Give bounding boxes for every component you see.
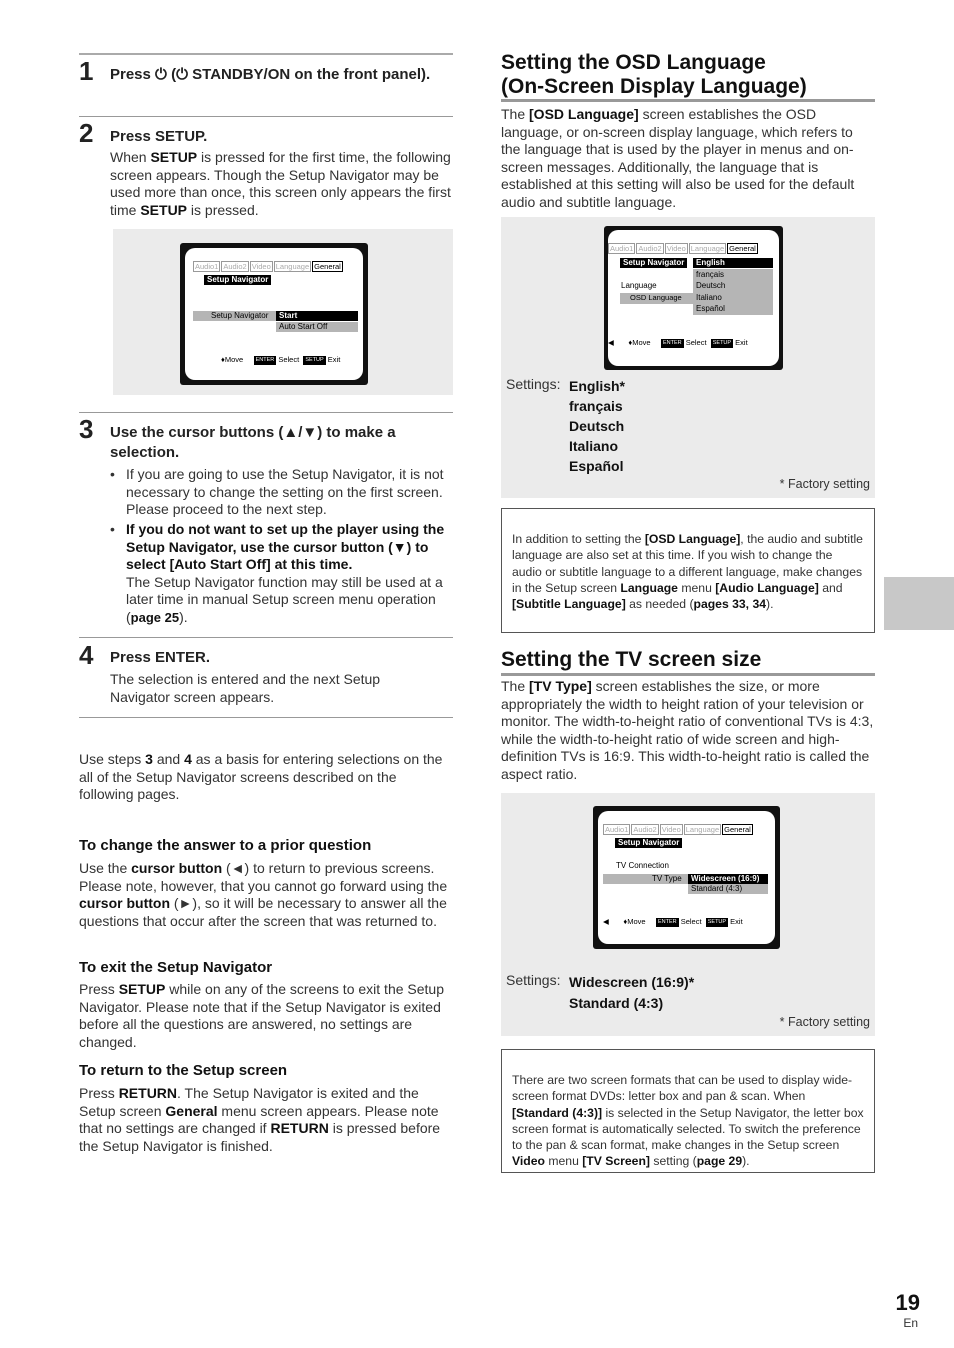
setup-key-icon: SETUP bbox=[712, 339, 732, 346]
tab-audio2: Audio2 bbox=[633, 825, 657, 834]
page-number: 19 bbox=[895, 1290, 920, 1315]
step-2-body: When SETUP is pressed for the first time, the following screen appears. Though the Setup Navigator may be used more than once, this screen only appears the first time SETUP is pressed. bbox=[110, 149, 451, 218]
footer-legend: ♦Move ENTER Select SETUP Exit bbox=[221, 355, 341, 364]
move-icon: ♦ bbox=[623, 917, 628, 926]
tab-audio2: Audio2 bbox=[223, 262, 247, 271]
tv-screen-start bbox=[180, 243, 368, 385]
setup-key-icon: SETUP bbox=[707, 918, 727, 925]
exit-heading: To exit the Setup Navigator bbox=[79, 959, 273, 976]
osd-note-box: In addition to setting the [OSD Language], the audio and subtitle language are also set at this time. If you wish to change the audio or subtitle language to a different language, make changes in the Setup screen Language menu [Audio Language] and [Subtitle Language] as needed (pages 33, 34). bbox=[501, 508, 875, 633]
tab-language: Language bbox=[690, 244, 725, 253]
option-widescreen: Widescreen (16:9) bbox=[688, 874, 768, 884]
step-4-body: The selection is entered and the next Setup Navigator screen appears. bbox=[110, 671, 381, 705]
enter-key-icon: ENTER bbox=[657, 918, 677, 925]
tab-row bbox=[608, 243, 759, 254]
step-3-number: 3 bbox=[79, 414, 94, 444]
step-3-heading: Use the cursor buttons (▲/▼) to make a selection. bbox=[110, 424, 396, 461]
power-icon: ⏻ bbox=[176, 66, 188, 83]
option-francais: français bbox=[696, 270, 725, 279]
move-icon: ♦ bbox=[628, 338, 633, 347]
step-4-heading: Press ENTER. bbox=[110, 649, 211, 666]
divider bbox=[79, 637, 453, 638]
option-english: English bbox=[693, 258, 773, 268]
step-1-heading: Press ⏻ (⏻ STANDBY/ON on the front panel). bbox=[110, 66, 431, 83]
tab-audio1: Audio1 bbox=[605, 825, 629, 834]
tv-paragraph: The [TV Type] screen establishes the size, or more appropriately the width to height ration of your television or monitor. The width-to-height ratio of conventional TVs is 4:3, while the width-to-height ratio of wide screen and high-definition TVs is 16:9. This width-to-height ratio is called the aspect ratio. bbox=[501, 678, 874, 782]
osd-settings-list bbox=[569, 376, 625, 476]
footer-legend: ◀ ♦Move ENTER Select SETUP Exit bbox=[603, 917, 743, 926]
tab-language: Language bbox=[275, 262, 310, 271]
move-icon: ♦ bbox=[221, 355, 225, 364]
option-espanol: Español bbox=[696, 304, 725, 313]
setting-item: Deutsch bbox=[569, 418, 625, 434]
return-heading: To return to the Setup screen bbox=[79, 1062, 288, 1079]
divider bbox=[79, 717, 453, 718]
divider bbox=[79, 412, 453, 413]
setting-item: Standard (4:3) bbox=[569, 995, 664, 1011]
option-start: Start bbox=[276, 311, 358, 321]
tv-screen-type bbox=[593, 806, 780, 949]
setting-item: français bbox=[569, 398, 623, 414]
language-code: En bbox=[903, 1316, 918, 1330]
tab-general: General bbox=[724, 825, 751, 834]
tab-general: General bbox=[729, 244, 756, 253]
osd-paragraph: The [OSD Language] screen establishes the OSD language, or on-screen display language, which refers to the language that is used by the player in menus and on-screen messages. Additionally, the language that is established at this setting will also be used for the default audio and subtitle language. bbox=[501, 106, 855, 210]
tab-row bbox=[603, 824, 754, 835]
factory-note: * Factory setting bbox=[779, 1015, 870, 1029]
enter-key-icon: ENTER bbox=[255, 356, 275, 363]
power-icon: ⏻ bbox=[155, 66, 167, 83]
back-arrow-icon: ◀ bbox=[603, 917, 609, 926]
tv-note-box: There are two screen formats that can be used to display wide-screen format DVDs: letter box and pan & scan. When [Standard (4:3)] is selected in the Setup Navigator, the letter box screen format is automatically selected. To switch the preference to the pan & scan format, make changes in the Setup screen Video menu [TV Screen] setting (page 29). bbox=[501, 1049, 875, 1173]
setting-item: Italiano bbox=[569, 438, 619, 454]
tv-screen-osd bbox=[604, 226, 783, 370]
tab-general: General bbox=[314, 262, 341, 271]
tab-video: Video bbox=[661, 825, 681, 834]
change-heading: To change the answer to a prior question bbox=[79, 837, 372, 854]
step-4-number: 4 bbox=[79, 640, 94, 670]
enter-key-icon: ENTER bbox=[662, 339, 682, 346]
section-label: TV Connection bbox=[616, 861, 669, 870]
tab-video: Video bbox=[251, 262, 271, 271]
step-1-number: 1 bbox=[79, 56, 94, 86]
back-arrow-icon: ◀ bbox=[608, 338, 614, 347]
change-body: Use the cursor button (◄) to return to previous screens. Please note, however, that you cannot go forward using the cursor button (►), so it will be necessary to answer all the questions that occur after the screen that was returned to. bbox=[79, 860, 448, 929]
setting-item: Widescreen (16:9)* bbox=[569, 974, 695, 990]
step-3-bullet-1: • If you are going to use the Setup Navigator, it is not necessary to change the setting on the first screen. Please proceed to the next step. bbox=[110, 466, 444, 518]
tv-title: Setting the TV screen size bbox=[501, 648, 762, 671]
step-3-bullet-2: • If you do not want to set up the player using the Setup Navigator, use the cursor button (▼) to select [Auto Start Off] at this time. The Setup Navigator function may still be used at a later time in manual Setup screen menu operation (page 25). bbox=[110, 521, 445, 625]
step-2-heading: Press SETUP. bbox=[110, 128, 208, 145]
step-2-number: 2 bbox=[79, 118, 94, 148]
factory-note: * Factory setting bbox=[779, 477, 870, 491]
tab-audio1: Audio1 bbox=[610, 244, 634, 253]
divider bbox=[79, 116, 453, 117]
section-tab-marker bbox=[884, 577, 954, 630]
top-rule bbox=[79, 53, 453, 55]
option-auto-start-off: Auto Start Off bbox=[276, 322, 358, 332]
setting-item: Español bbox=[569, 458, 624, 474]
use-steps-paragraph: Use steps 3 and 4 as a basis for entering selections on the all of the Setup Navigator screens described on the following pages. bbox=[79, 751, 443, 803]
footer-legend: ◀ ♦Move ENTER Select SETUP Exit bbox=[608, 338, 748, 347]
settings-label: Settings: bbox=[506, 376, 561, 392]
screen-header: Setup Navigator bbox=[620, 258, 687, 268]
option-standard: Standard (4:3) bbox=[688, 884, 768, 894]
tab-audio1: Audio1 bbox=[195, 262, 219, 271]
option-italiano: Italiano bbox=[696, 293, 722, 302]
return-body: Press RETURN. The Setup Navigator is exited and the Setup screen General menu screen appears. Please note that no settings are changed if RETURN is pressed before the Setup Navigator is finished. bbox=[79, 1085, 441, 1154]
screen-header: Setup Navigator bbox=[615, 838, 682, 848]
row-label: OSD Language bbox=[630, 293, 682, 302]
tv-settings-list bbox=[569, 972, 694, 1014]
osd-title: Setting the OSD Language (On-Screen Display Language) bbox=[501, 51, 807, 98]
tab-row bbox=[193, 261, 344, 272]
option-deutsch: Deutsch bbox=[696, 281, 726, 290]
row-label: TV Type bbox=[652, 874, 682, 883]
section-label: Language bbox=[621, 281, 657, 290]
exit-body: Press SETUP while on any of the screens to exit the Setup Navigator. Please note that if the Setup Navigator is exited before all the questions are answered, no settings are changed. bbox=[79, 981, 444, 1050]
setup-key-icon: SETUP bbox=[305, 356, 324, 363]
screen-header: Setup Navigator bbox=[204, 275, 271, 285]
settings-label: Settings: bbox=[506, 972, 561, 988]
setting-item: English* bbox=[569, 378, 626, 394]
title-rule bbox=[501, 99, 875, 102]
title-rule bbox=[501, 673, 875, 676]
tab-audio2: Audio2 bbox=[638, 244, 662, 253]
tab-video: Video bbox=[666, 244, 686, 253]
row-label: Setup Navigator bbox=[211, 311, 269, 320]
tab-language: Language bbox=[685, 825, 720, 834]
